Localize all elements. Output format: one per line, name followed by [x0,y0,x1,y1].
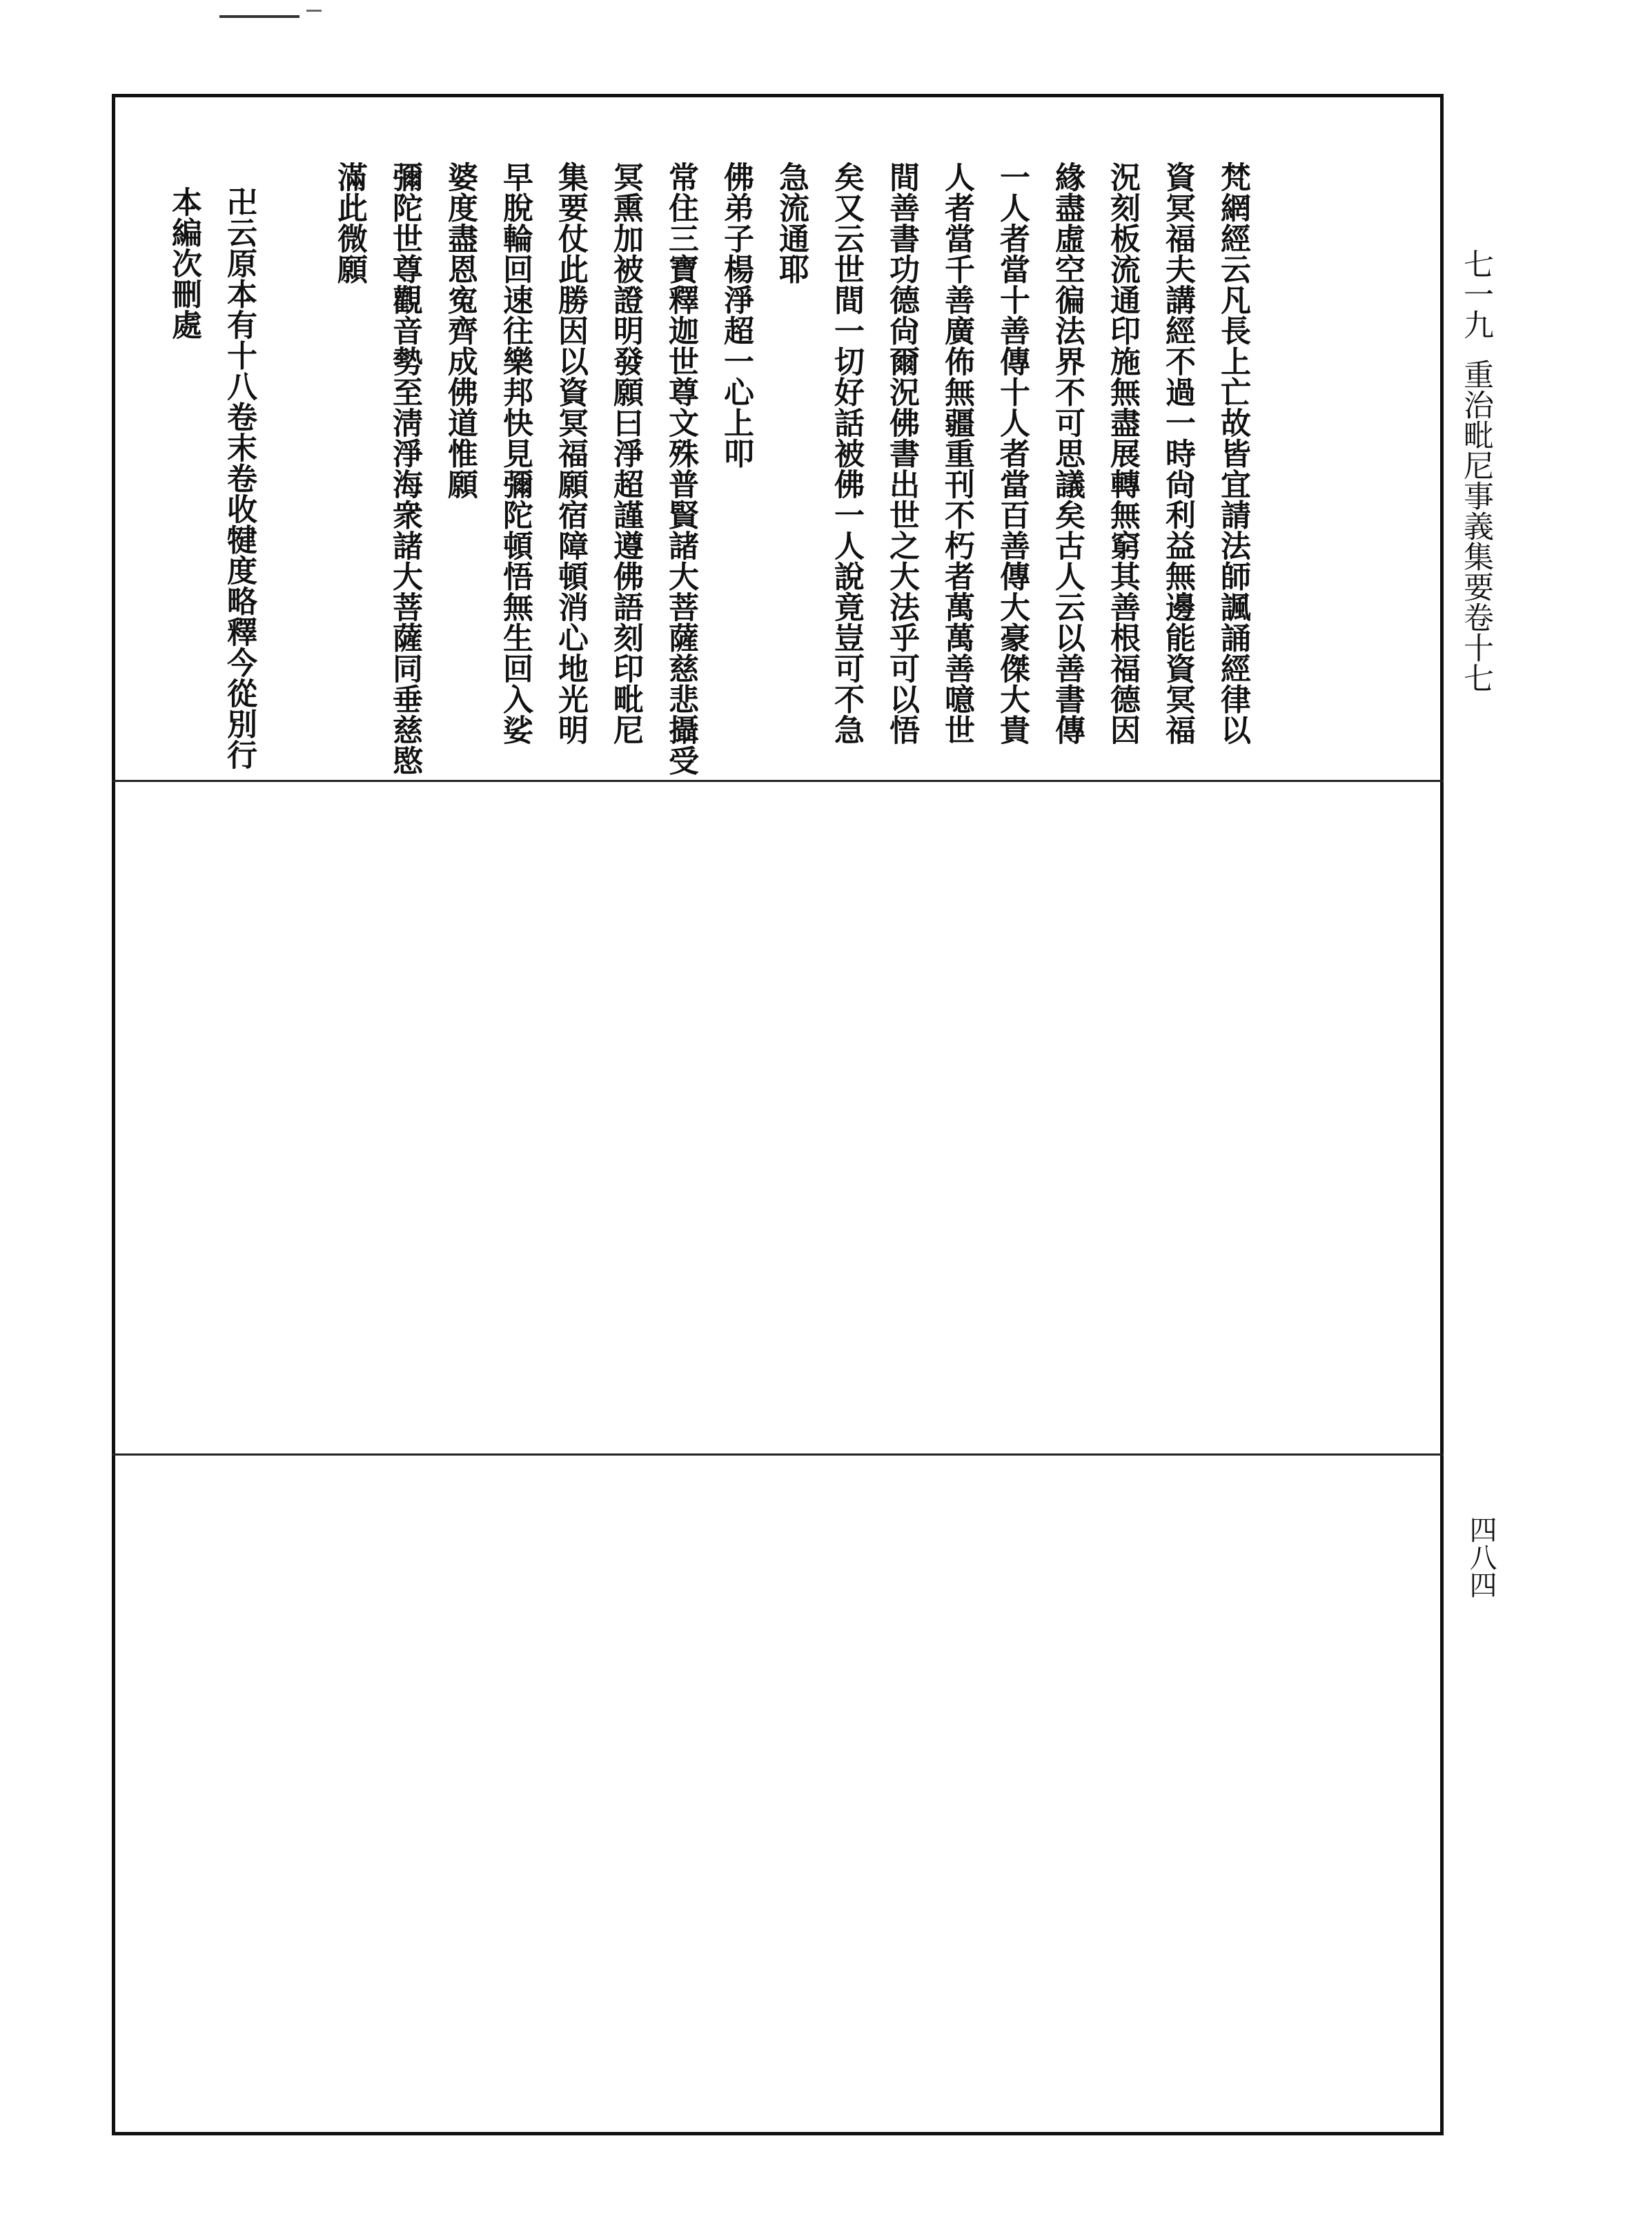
text-column: 集要仗此勝因以資冥福願宿障頓消心地光明 [553,161,588,745]
frame-divider-lower [112,1453,1444,1456]
text-column: 冥熏加被證明發願曰淨超謹遵佛語刻印毗尼 [608,161,643,745]
text-column: 間善書功德尙爾況佛書出世之大法乎可以悟 [884,161,919,745]
frame-divider-upper [112,780,1444,782]
note-column: 本編次刪處 [166,186,201,340]
text-column: 常住三寶釋迦世尊文殊普賢諸大菩薩慈悲攝受 [663,161,698,776]
text-column: 人者當千善廣佈無疆重刊不朽者萬萬善噫世 [939,161,974,745]
book-title: 重治毗尼事義集要卷十七 [1458,359,1493,693]
folio-number: 七一九 [1458,248,1493,340]
page-number: 四八四 [1465,1516,1497,1598]
text-column: 早脫輪回速往樂邦快見彌陀頓悟無生回入娑 [498,161,533,745]
top-edge-mark-small [306,10,322,12]
text-column: 佛弟子楊淨超一心上叩 [718,161,754,469]
text-column: 矣又云世間一切好話被佛一人說竟豈可不急 [829,161,864,745]
text-column: 況刻板流通印施無盡展轉無窮其善根福德因 [1105,161,1140,745]
text-column: 梵網經云凡長上亡故皆宜請法師諷誦經律以 [1215,161,1250,745]
text-column: 一人者當十善傳十人者當百善傳大豪傑大貴 [994,161,1030,745]
text-column: 緣盡虛空徧法界不可思議矣古人云以善書傳 [1050,161,1085,745]
text-column: 資冥福夫講經不過一時尙利益無邊能資冥福 [1160,161,1195,745]
text-column: 急流通耶 [774,161,809,284]
text-column: 彌陀世尊觀音勢至淸淨海衆諸大菩薩同垂慈愍 [387,161,422,776]
note-column: 卍云原本有十八卷末卷收犍度略釋今從別行 [222,186,257,770]
text-column: 滿此微願 [332,161,367,284]
text-column: 婆度盡恩寃齊成佛道惟願 [442,161,478,500]
top-edge-mark [219,15,299,18]
